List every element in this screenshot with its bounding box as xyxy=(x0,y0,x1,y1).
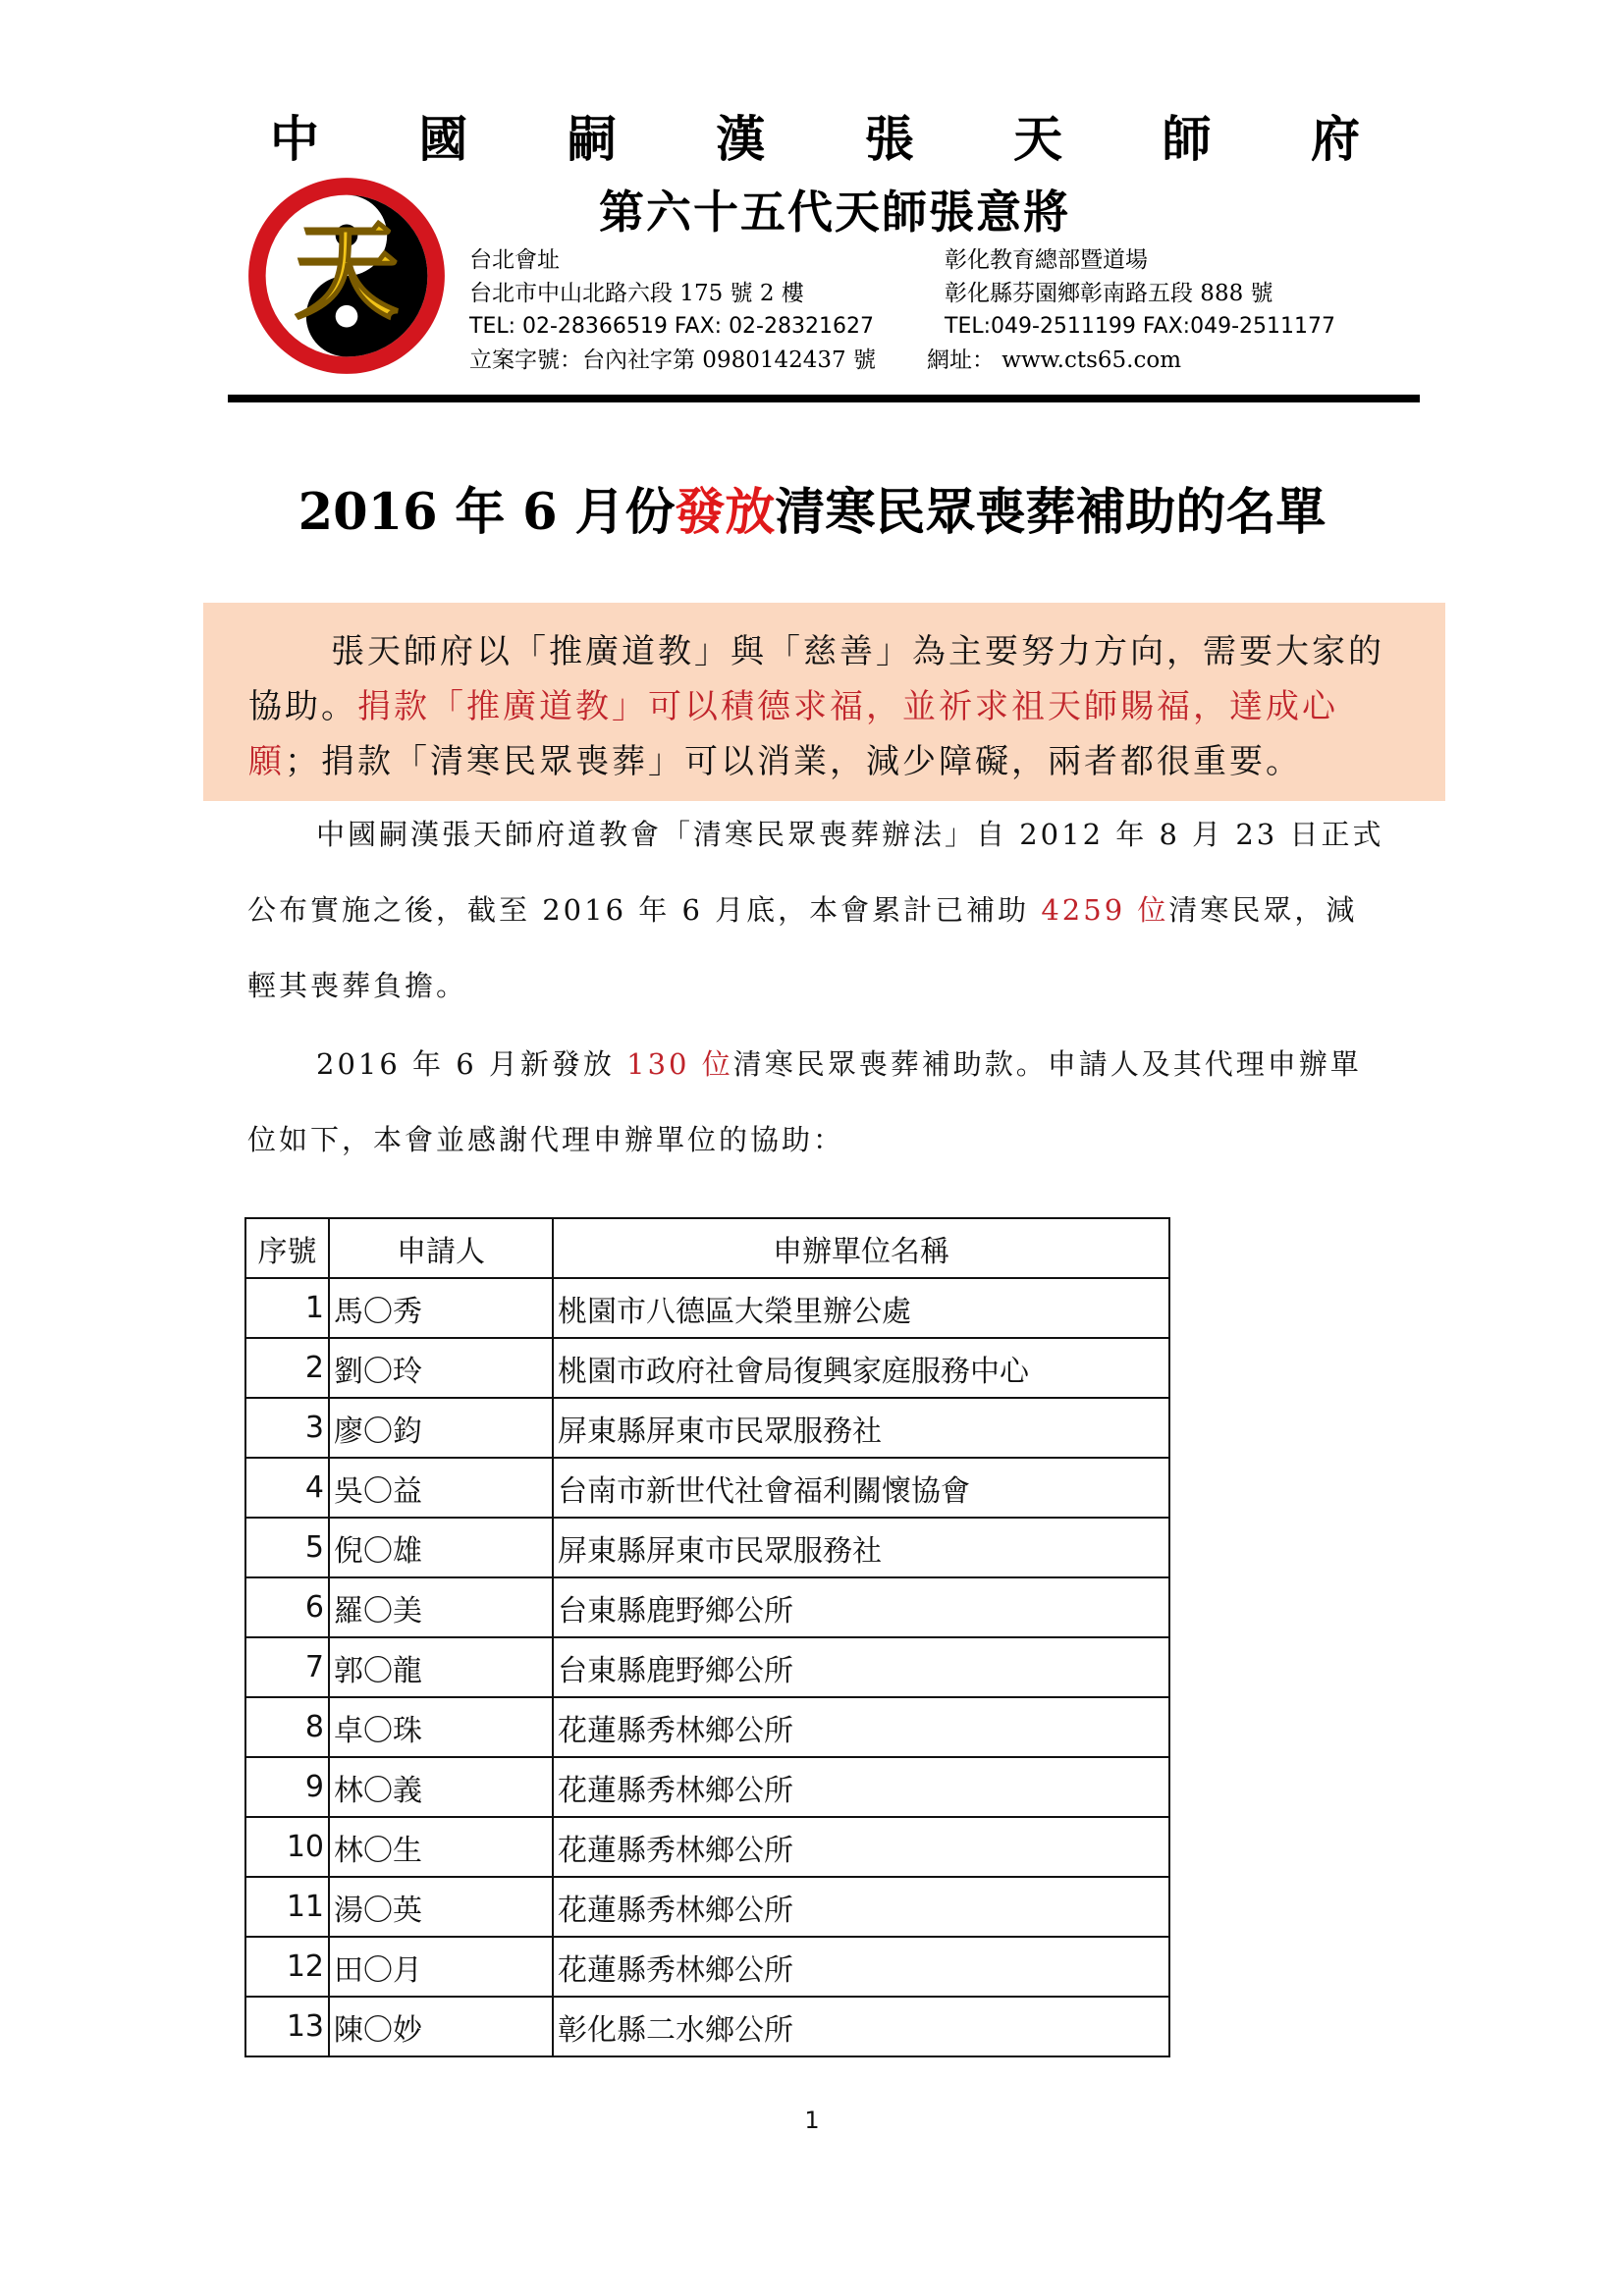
table-row xyxy=(245,1757,1169,1817)
taiji-logo-icon xyxy=(245,175,448,377)
table-row xyxy=(245,1637,1169,1697)
organization-name xyxy=(270,110,1360,169)
monthly-text-part: 2016 年 6 月新發放 xyxy=(316,1047,627,1081)
row-no: 6 xyxy=(245,1577,329,1637)
row-applicant: 林〇生 xyxy=(329,1817,553,1877)
org-char: 漢 xyxy=(716,111,766,168)
table-row xyxy=(245,1458,1169,1518)
row-applicant: 倪〇雄 xyxy=(329,1518,553,1577)
row-unit: 屏東縣屏東市民眾服務社 xyxy=(553,1398,1169,1458)
notice-text-part: ；捐款「清寒民眾喪葬」可以消業，減少障礙，兩者都很重要。 xyxy=(285,742,1302,781)
org-char: 師 xyxy=(1162,111,1212,168)
donation-notice-text xyxy=(248,624,1397,789)
registration-number: 立案字號：台內社字第 0980142437 號 xyxy=(469,347,876,373)
title-part: 2016 年 6 月份 xyxy=(298,483,676,542)
table-row xyxy=(245,1577,1169,1637)
org-char: 國 xyxy=(418,111,468,168)
row-no: 10 xyxy=(245,1817,329,1877)
recipient-table xyxy=(244,1217,1170,2057)
table-row xyxy=(245,1997,1169,2056)
row-applicant: 羅〇美 xyxy=(329,1577,553,1637)
row-no: 9 xyxy=(245,1757,329,1817)
monthly-paragraph xyxy=(247,1027,1386,1178)
row-no: 7 xyxy=(245,1637,329,1697)
row-unit: 台南市新世代社會福利關懷協會 xyxy=(553,1458,1169,1518)
row-no: 8 xyxy=(245,1697,329,1757)
changhua-office-phone: TEL:049-2511199 FAX:049-2511177 xyxy=(945,314,1335,339)
row-unit: 台東縣鹿野鄉公所 xyxy=(553,1637,1169,1697)
row-unit: 花蓮縣秀林鄉公所 xyxy=(553,1757,1169,1817)
row-unit: 桃園市政府社會局復興家庭服務中心 xyxy=(553,1338,1169,1398)
row-unit: 彰化縣二水鄉公所 xyxy=(553,1997,1169,2056)
table-row xyxy=(245,1937,1169,1997)
changhua-office-label: 彰化教育總部暨道場 xyxy=(945,247,1148,273)
monthly-text-part: 清寒民眾喪葬補助款。申請人及其代理申辦單位如下，本會並感謝代理申辦單位的協助： xyxy=(247,1047,1362,1156)
table-header-row xyxy=(245,1218,1169,1278)
row-applicant: 廖〇鈞 xyxy=(329,1398,553,1458)
table-row xyxy=(245,1518,1169,1577)
row-no: 2 xyxy=(245,1338,329,1398)
org-char: 府 xyxy=(1310,111,1360,168)
header-no: 序號 xyxy=(245,1218,329,1278)
row-applicant: 馬〇秀 xyxy=(329,1278,553,1338)
row-unit: 花蓮縣秀林鄉公所 xyxy=(553,1697,1169,1757)
row-applicant: 吳〇益 xyxy=(329,1458,553,1518)
row-unit: 台東縣鹿野鄉公所 xyxy=(553,1577,1169,1637)
table-row xyxy=(245,1278,1169,1338)
row-applicant: 郭〇龍 xyxy=(329,1637,553,1697)
row-no: 1 xyxy=(245,1278,329,1338)
monthly-assisted-count: 130 位 xyxy=(626,1047,733,1081)
row-applicant: 林〇義 xyxy=(329,1757,553,1817)
table-row xyxy=(245,1697,1169,1757)
row-applicant: 劉〇玲 xyxy=(329,1338,553,1398)
row-no: 3 xyxy=(245,1398,329,1458)
website-link[interactable]: 網址： www.cts65.com xyxy=(927,347,1181,373)
header-unit: 申辦單位名稱 xyxy=(553,1218,1169,1278)
changhua-office-address: 彰化縣芬園鄉彰南路五段 888 號 xyxy=(945,281,1273,306)
intro-text-part: 中國嗣漢張天師府道教會「清寒民眾喪葬辦法」自 2012 年 8 月 23 日正式公布實施之後，截至 2016 年 6 月底，本會累計已補助 xyxy=(247,818,1384,927)
row-no: 4 xyxy=(245,1458,329,1518)
row-no: 11 xyxy=(245,1877,329,1937)
row-unit: 桃園市八德區大榮里辦公處 xyxy=(553,1278,1169,1338)
taipei-office-phone: TEL: 02-28366519 FAX: 02-28321627 xyxy=(469,314,874,339)
title-part: 清寒民眾喪葬補助的名單 xyxy=(775,483,1326,542)
row-applicant: 田〇月 xyxy=(329,1937,553,1997)
row-no: 5 xyxy=(245,1518,329,1577)
row-applicant: 卓〇珠 xyxy=(329,1697,553,1757)
notice-text-highlight: 捐款「推廣道教」可以積德求福，並祈求祖天師賜福，達成心願 xyxy=(248,687,1338,781)
header-applicant: 申請人 xyxy=(329,1218,553,1278)
table-row xyxy=(245,1338,1169,1398)
org-char: 張 xyxy=(864,111,914,168)
title-highlight: 發放 xyxy=(675,483,776,542)
org-char: 嗣 xyxy=(567,111,617,168)
row-unit: 花蓮縣秀林鄉公所 xyxy=(553,1937,1169,1997)
org-char: 中 xyxy=(270,111,319,168)
notice-text-part: 張天師府以「推廣道教」與「慈善」為主要努力方向，需要大家的協助。 xyxy=(248,632,1384,726)
logo-text: 天 xyxy=(294,209,400,334)
row-no: 12 xyxy=(245,1937,329,1997)
table-row xyxy=(245,1877,1169,1937)
org-char: 天 xyxy=(1013,111,1063,168)
taipei-office-label: 台北會址 xyxy=(469,247,560,273)
row-unit: 花蓮縣秀林鄉公所 xyxy=(553,1877,1169,1937)
header-divider xyxy=(228,395,1420,402)
row-applicant: 湯〇英 xyxy=(329,1877,553,1937)
row-unit: 花蓮縣秀林鄉公所 xyxy=(553,1817,1169,1877)
table-row xyxy=(245,1817,1169,1877)
intro-paragraph xyxy=(247,797,1386,1024)
master-title: 第六十五代天師張意將 xyxy=(599,186,1070,239)
table-row xyxy=(245,1398,1169,1458)
donation-notice-box xyxy=(203,603,1445,801)
intro-text-part: 清寒民眾，減輕其喪葬負擔。 xyxy=(247,893,1358,1002)
row-no: 13 xyxy=(245,1997,329,2056)
row-unit: 屏東縣屏東市民眾服務社 xyxy=(553,1518,1169,1577)
row-applicant: 陳〇妙 xyxy=(329,1997,553,2056)
page-number: 1 xyxy=(804,2107,820,2134)
total-assisted-count: 4259 位 xyxy=(1041,893,1169,927)
document-title xyxy=(0,481,1624,544)
taipei-office-address: 台北市中山北路六段 175 號 2 樓 xyxy=(469,281,804,306)
